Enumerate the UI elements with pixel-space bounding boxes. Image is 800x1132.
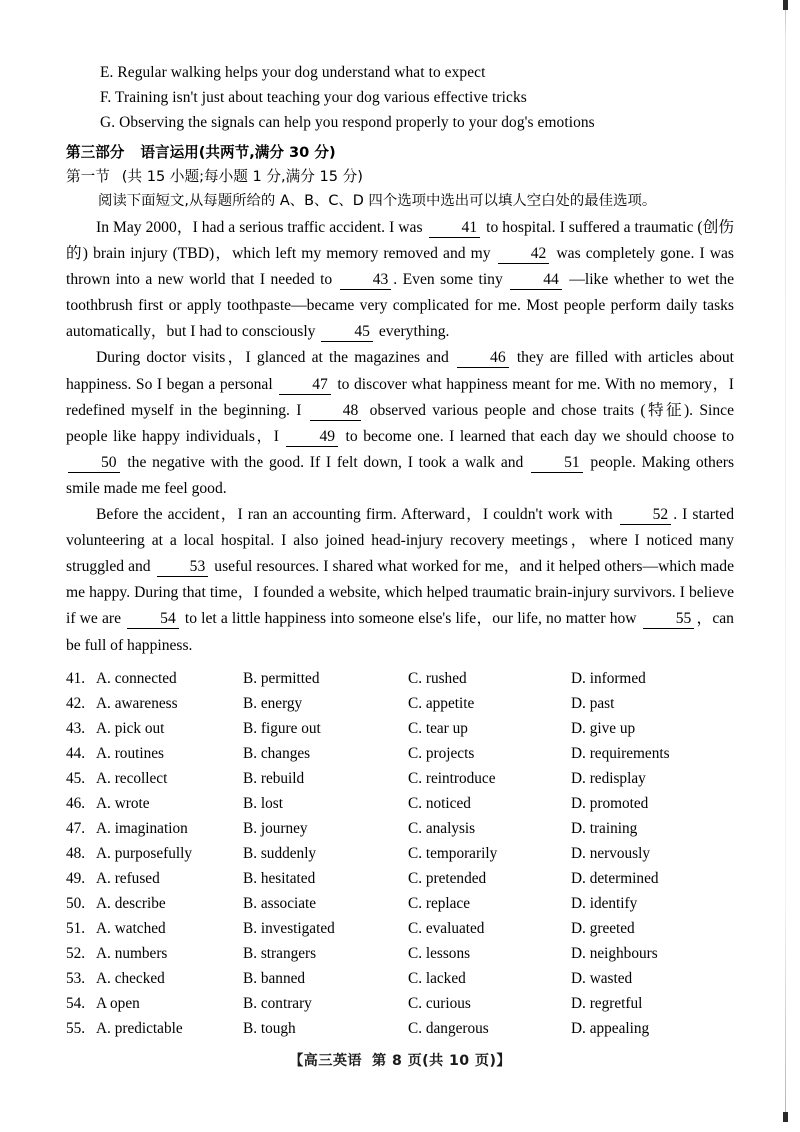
question-row [66,1016,734,1041]
footer-close-bracket: 】 [496,1053,511,1069]
cloze-passage [66,215,734,659]
option-a[interactable]: A. pick out [96,719,165,737]
option-d[interactable]: D. past [571,694,615,712]
option-a[interactable]: A. routines [96,744,164,762]
option-b[interactable]: B. permitted [243,669,320,687]
option-a[interactable]: A. predictable [96,1019,183,1037]
option-a[interactable]: A. wrote [96,794,150,812]
question-row [66,841,734,866]
question-number: 47. [66,819,86,837]
question-row [66,991,734,1016]
option-c[interactable]: C. curious [408,994,471,1012]
page-content [66,60,734,1041]
question-row [66,966,734,991]
option-b[interactable]: B. associate [243,894,317,912]
option-b[interactable]: B. hesitated [243,869,316,887]
carryover-option-e: E. Regular walking helps your dog understand what to expect [100,64,486,81]
option-b[interactable]: B. lost [243,794,283,812]
footer-subject: 高三英语 [303,1053,363,1069]
passage-paragraph: During doctor visits，I glanced at the magazines and 46 they are filled with articles about happiness. So I began a personal 47 to discover what happiness meant for me. With no memory，I redefined myself in the beginning. I 48 observed various people and chose traits (特征). Since people like happy individuals，I 49 to become one. I learned that each day we should choose to 50 the negative with the good. If I felt down, I took a walk and 51 people. Making others smile made me feel good. [66,349,735,497]
question-number: 48. [66,844,86,862]
question-number: 55. [66,1019,86,1037]
option-c[interactable]: C. lacked [408,969,466,987]
question-number: 51. [66,919,86,937]
cloze-blank-49[interactable]: 49 [286,428,338,447]
question-row [66,866,734,891]
question-row [66,791,734,816]
question-row [66,891,734,916]
option-b[interactable]: B. changes [243,744,311,762]
scan-edge-tick-top [783,0,788,10]
option-c[interactable]: C. appetite [408,694,475,712]
option-a[interactable]: A. recollect [96,769,168,787]
option-d[interactable]: D. requirements [571,744,670,762]
scan-edge-artifact [785,0,786,1120]
option-a[interactable]: A. watched [96,919,166,937]
option-c[interactable]: C. replace [408,894,471,912]
option-d[interactable]: D. appealing [571,1019,650,1037]
cloze-blank-50[interactable]: 50 [68,454,120,473]
question-number: 46. [66,794,86,812]
question-number: 42. [66,694,86,712]
part-three-heading [66,141,734,165]
option-d[interactable]: D. wasted [571,969,633,987]
question-number: 53. [66,969,86,987]
option-d[interactable]: D. greeted [571,919,635,937]
option-c[interactable]: C. temporarily [408,844,498,862]
question-number: 44. [66,744,86,762]
option-c[interactable]: C. reintroduce [408,769,496,787]
option-a[interactable]: A. describe [96,894,166,912]
question-number: 45. [66,769,86,787]
option-a[interactable]: A. awareness [96,694,178,712]
section-one-heading [66,165,734,189]
option-d[interactable]: D. redisplay [571,769,646,787]
option-d[interactable]: D. identify [571,894,638,912]
option-b[interactable]: B. energy [243,694,303,712]
question-row [66,816,734,841]
section-one-instruction: 阅读下面短文,从每题所给的 A、B、C、D 四个选项中选出可以填人空白处的最佳选项。 [98,193,657,209]
question-number: 52. [66,944,86,962]
question-number: 41. [66,669,86,687]
question-row [66,716,734,741]
option-c[interactable]: C. rushed [408,669,467,687]
option-d[interactable]: D. give up [571,719,636,737]
cloze-blank-41[interactable]: 41 [429,219,481,238]
question-options-list [66,666,734,1041]
option-b[interactable]: B. figure out [243,719,321,737]
option-b[interactable]: B. tough [243,1019,296,1037]
cloze-blank-51[interactable]: 51 [531,454,583,473]
option-b[interactable]: B. journey [243,819,308,837]
option-c[interactable]: C. evaluated [408,919,485,937]
passage-paragraph: Before the accident，I ran an accounting firm. Afterward，I couldn't work with 52 . I started volunteering at a local hospital. I also joined head-injury recovery meetings，where I noticed many struggled and 53 useful resources. I shared what worked for me，and it helped others—which made me happy. During that time，I founded a website, which helped traumatic brain-injury survivors. I believe if we are 54 to let a little happiness into someone else's life，our life, no matter how 55 ，can be full of happiness. [66,506,734,654]
cloze-blank-55[interactable]: 55 [643,610,695,629]
option-a[interactable]: A. imagination [96,819,188,837]
option-c[interactable]: C. projects [408,744,475,762]
option-c[interactable]: C. dangerous [408,1019,489,1037]
question-row [66,941,734,966]
option-a[interactable]: A open [96,994,140,1012]
option-c[interactable]: C. analysis [408,819,476,837]
option-b[interactable]: B. banned [243,969,306,987]
cloze-blank-48[interactable]: 48 [310,402,362,421]
option-c[interactable]: C. tear up [408,719,468,737]
option-d[interactable]: D. determined [571,869,659,887]
part-three-title: 语言运用(共两节,满分 30 分) [140,144,336,161]
cloze-blank-45[interactable]: 45 [321,323,373,342]
option-c[interactable]: C. lessons [408,944,471,962]
cloze-blank-52[interactable]: 52 [620,506,672,525]
option-a[interactable]: A. connected [96,669,177,687]
cloze-blank-43[interactable]: 43 [340,271,392,290]
footer-open-bracket: 【 [289,1053,304,1069]
option-b[interactable]: B. contrary [243,994,312,1012]
question-number: 50. [66,894,86,912]
option-c[interactable]: C. pretended [408,869,487,887]
option-b[interactable]: B. suddenly [243,844,317,862]
part-three-label: 第三部分 [66,144,125,161]
question-row [66,741,734,766]
section-one-detail: (共 15 小题;每小题 1 分,满分 15 分) [121,168,363,185]
cloze-blank-42[interactable]: 42 [498,245,550,264]
option-b[interactable]: B. investigated [243,919,335,937]
option-a[interactable]: A. checked [96,969,165,987]
question-row [66,766,734,791]
option-c[interactable]: C. noticed [408,794,471,812]
section-one-label: 第一节 [66,168,110,185]
option-b[interactable]: B. strangers [243,944,317,962]
option-d[interactable]: D. promoted [571,794,649,812]
question-number: 54. [66,994,86,1012]
carryover-option-g: G. Observing the signals can help you respond properly to your dog's emotions [100,114,595,131]
question-number: 43. [66,719,86,737]
option-d[interactable]: D. regretful [571,994,643,1012]
carryover-option-f: F. Training isn't just about teaching your dog various effective tricks [100,89,527,106]
cloze-blank-46[interactable]: 46 [457,349,509,368]
option-d[interactable]: D. informed [571,669,646,687]
option-a[interactable]: A. refused [96,869,160,887]
option-a[interactable]: A. purposefully [96,844,193,862]
scan-edge-tick-bottom [783,1112,788,1122]
footer-page-label: 第 8 页(共 10 页) [372,1053,497,1069]
option-a[interactable]: A. numbers [96,944,168,962]
cloze-blank-54[interactable]: 54 [127,610,179,629]
question-row [66,691,734,716]
cloze-blank-53[interactable]: 53 [157,558,209,577]
option-d[interactable]: D. training [571,819,638,837]
option-d[interactable]: D. neighbours [571,944,658,962]
question-row [66,666,734,691]
cloze-blank-47[interactable]: 47 [279,376,331,395]
page-footer [0,1050,800,1070]
carryover-option-list [66,60,734,135]
passage-paragraph: In May 2000，I had a serious traffic accident. I was 41 to hospital. I suffered a traumatic (创伤的) brain injury (TBD)，which left my memory removed and my 42 was completely gone. I was thrown into a new world that I needed to 43 . Even some tiny 44 —like whether to wet the toothbrush first or apply toothpaste—became very complicated for me. Most people perform daily tasks automatically，but I had to consciously 45 everything. [66,219,734,341]
question-number: 49. [66,869,86,887]
option-b[interactable]: B. rebuild [243,769,305,787]
option-d[interactable]: D. nervously [571,844,651,862]
cloze-blank-44[interactable]: 44 [510,271,562,290]
question-row [66,916,734,941]
